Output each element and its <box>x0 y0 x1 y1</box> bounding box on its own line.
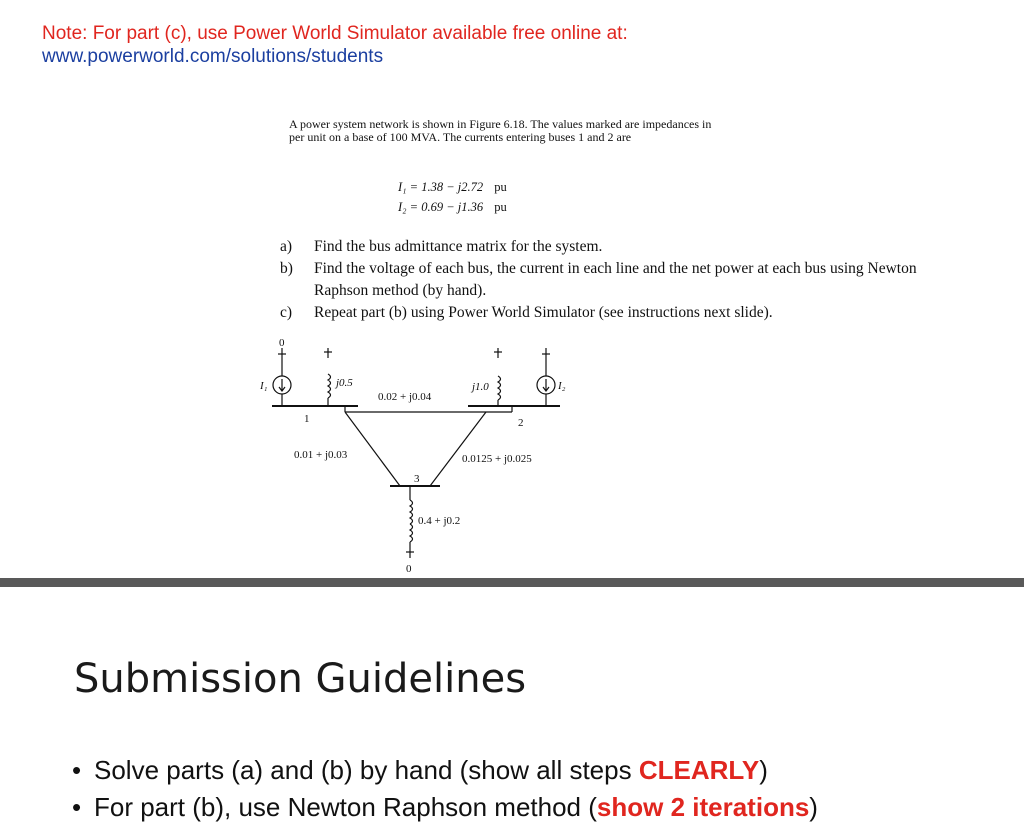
z-shunt1-label: j0.5 <box>336 377 353 389</box>
guideline-item-1-text <box>94 752 768 789</box>
bus-2-label: 2 <box>518 417 524 429</box>
line-2-3 <box>430 412 486 486</box>
bus-3-label: 3 <box>414 473 420 485</box>
part-c-text: Repeat part (b) using Power World Simulator (see instructions next slide). <box>314 304 773 321</box>
part-a-label: a) <box>280 238 293 255</box>
guidelines-heading: Submission Guidelines <box>74 656 527 702</box>
guideline-item-2 <box>72 789 818 826</box>
guideline-item-1-pre: Solve parts (a) and (b) by hand (show all steps <box>94 755 639 785</box>
guideline-item-2-emphasis: show 2 iterations <box>596 792 810 822</box>
note-block <box>42 22 628 68</box>
guideline-item-2-post: ) <box>809 792 818 822</box>
bullet-icon: • <box>72 792 82 822</box>
guideline-item-2-text <box>94 789 818 826</box>
shunt2-inductor <box>498 376 501 400</box>
ground-top-left-label: 0 <box>279 337 285 349</box>
equation-i2 <box>398 200 507 215</box>
equation-i1 <box>398 180 507 195</box>
equation-i1-unit: pu <box>494 180 507 194</box>
equation-i2-unit: pu <box>494 200 507 214</box>
part-c-label: c) <box>280 304 293 321</box>
load3-impedance <box>410 500 413 524</box>
z-load3-label: 0.4 + j0.2 <box>418 515 461 527</box>
bus-1-label: 1 <box>304 413 310 425</box>
powerworld-url[interactable]: www.powerworld.com/solutions/students <box>42 46 384 67</box>
bullet-icon: • <box>72 755 82 785</box>
equation-i2-lhs: I₂ = 0.69 − j1.36 <box>398 200 484 214</box>
guidelines-list <box>72 752 818 826</box>
note-text: Note: For part (c), use Power World Simulator available free online at: <box>42 23 628 44</box>
equation-i1-lhs: I₁ = 1.38 − j2.72 <box>398 180 484 194</box>
circuit-diagram <box>250 336 580 576</box>
z-line13-label: 0.01 + j0.03 <box>294 449 348 461</box>
guideline-item-1-emphasis: CLEARLY <box>638 755 760 785</box>
z-line23-label: 0.0125 + j0.025 <box>462 453 532 465</box>
part-a-text: Find the bus admittance matrix for the system. <box>314 238 603 255</box>
problem-intro: A power system network is shown in Figure 6.18. The values marked are impedances in per unit on a base of 100 MVA. The currents entering buses 1 and 2 are <box>289 117 712 144</box>
shunt1-inductor <box>328 374 331 398</box>
part-b-text: Find the voltage of each bus, the current in each line and the net power at each bus using Newton Raphson method (by hand). <box>314 260 917 299</box>
source-label-left: I₁ <box>260 380 268 392</box>
part-a <box>280 236 920 258</box>
guideline-item-1 <box>72 752 818 789</box>
guideline-item-2-pre: For part (b), use Newton Raphson method ( <box>94 792 597 822</box>
line-1-3 <box>345 412 400 486</box>
part-b-label: b) <box>280 260 293 277</box>
z-shunt2-label: j1.0 <box>472 381 489 393</box>
load3-inductor <box>410 524 413 542</box>
ground-bottom-label: 0 <box>406 563 412 575</box>
source-label-right: I₂ <box>558 380 566 392</box>
part-c <box>280 302 920 324</box>
guideline-item-1-post: ) <box>759 755 768 785</box>
part-b <box>280 258 920 302</box>
problem-parts <box>280 236 920 324</box>
slide-divider <box>0 578 1024 587</box>
z-line12-label: 0.02 + j0.04 <box>378 391 432 403</box>
